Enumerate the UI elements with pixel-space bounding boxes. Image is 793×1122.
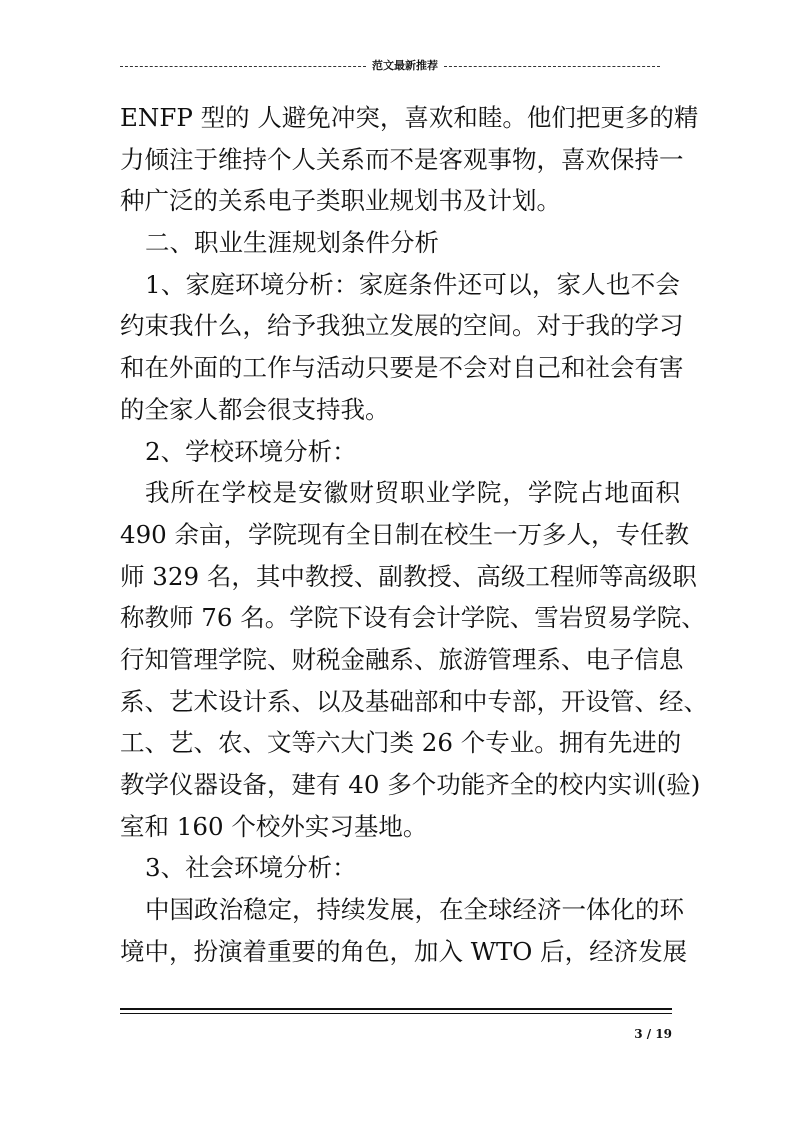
footer-rule xyxy=(120,1008,672,1010)
text-line: 的全家人都会很支持我。 xyxy=(120,394,390,424)
text-line: 种广泛的关系电子类职业规划书及计划。 xyxy=(120,186,561,216)
header-dashed-line-left xyxy=(120,66,366,67)
text-line: 中国政治稳定，持续发展，在全球经济一体化的环 xyxy=(145,895,684,925)
text-line: 工、艺、农、文等六大门类 26 个专业。拥有先进的 xyxy=(120,728,682,758)
text-line: 1、家庭环境分析：家庭条件还可以，家人也不会 xyxy=(145,269,680,299)
subsection-heading: 3、社会环境分析： xyxy=(145,853,357,883)
text-line: 行知管理学院、财税金融系、旅游管理系、电子信息 xyxy=(120,644,684,674)
header-title: 范文最新推荐 xyxy=(372,59,438,72)
text-line: 师 329 名，其中教授、副教授、高级工程师等高级职 xyxy=(120,561,697,591)
header-dashed-line-right xyxy=(444,66,660,67)
section-heading: 二、职业生涯规划条件分析 xyxy=(145,228,439,258)
text-line: 室和 160 个校外实习基地。 xyxy=(120,811,428,841)
text-line: 490 余亩，学院现有全日制在校生一万多人，专任教 xyxy=(120,519,690,549)
page-number: 3 / 19 xyxy=(634,1027,672,1041)
text-line: 力倾注于维持个人关系而不是客观事物，喜欢保持一 xyxy=(120,144,684,174)
page-header xyxy=(120,56,660,76)
subsection-heading: 2、学校环境分析： xyxy=(145,436,357,466)
text-line: 我所在学校是安徽财贸职业学院，学院占地面积 xyxy=(145,478,680,508)
document-body xyxy=(120,97,708,972)
text-line: 境中，扮演着重要的角色，加入 WTO 后，经济发展 xyxy=(120,936,688,966)
text-line: 教学仪器设备，建有 40 多个功能齐全的校内实训(验) xyxy=(120,770,701,799)
text-line: ENFP 型的 人避免冲突，喜欢和睦。他们把更多的精 xyxy=(120,103,699,132)
text-line: 系、艺术设计系、以及基础部和中专部，开设管、经、 xyxy=(120,686,708,716)
text-line: 称教师 76 名。学院下设有会计学院、雪岩贸易学院、 xyxy=(120,603,706,633)
text-line: 和在外面的工作与活动只要是不会对自己和社会有害 xyxy=(120,353,684,383)
text-line: 约束我什么，给予我独立发展的空间。对于我的学习 xyxy=(120,311,684,341)
footer-rule-thin xyxy=(120,1013,672,1014)
